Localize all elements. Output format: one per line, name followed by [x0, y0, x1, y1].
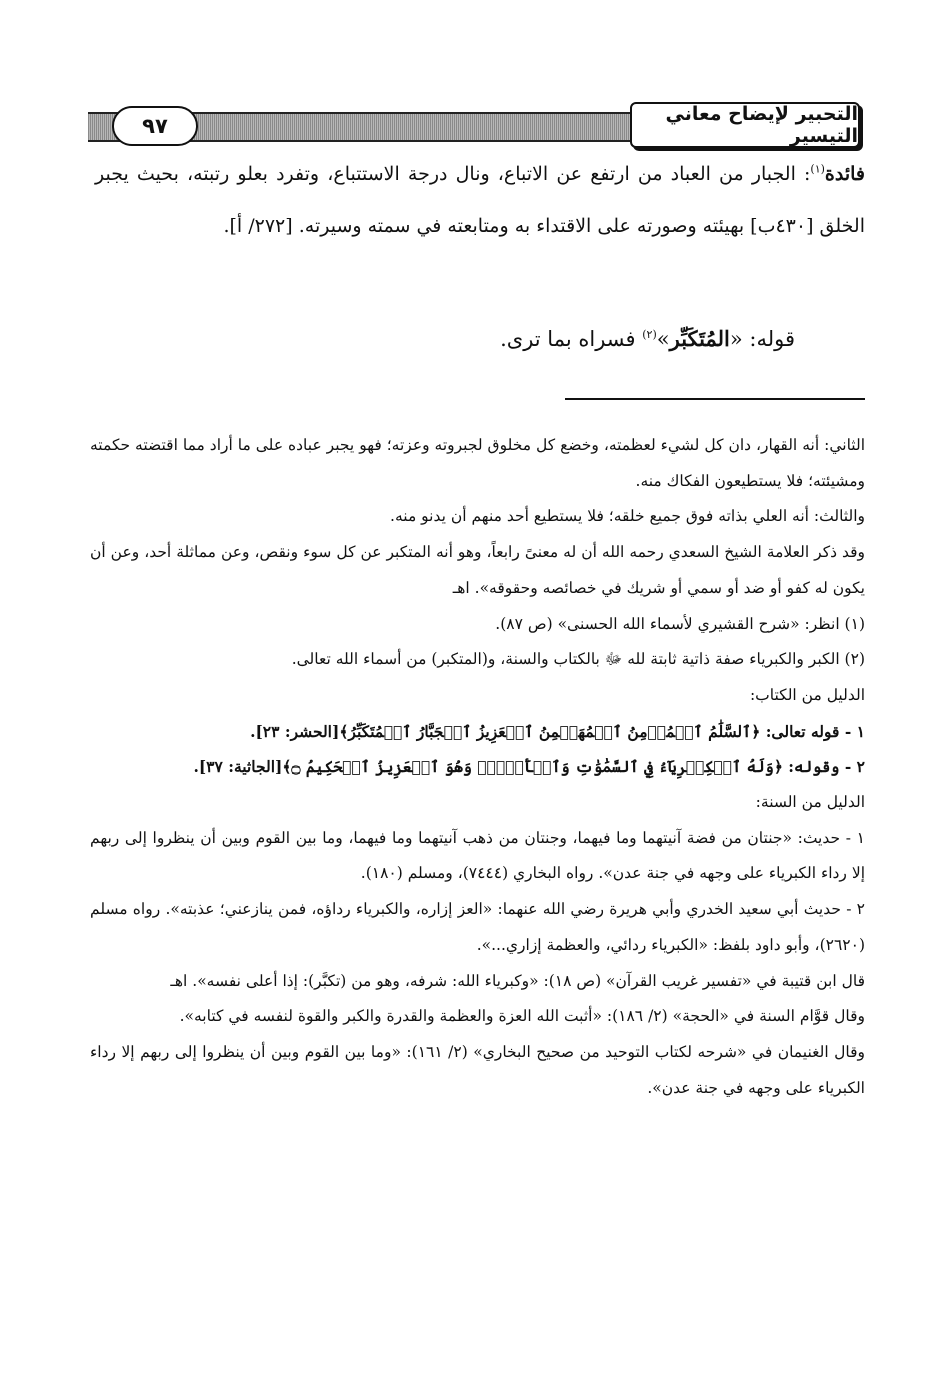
- footnote-line: الثاني: أنه القهار، دان كل لشيء لعظمته، وخضع كل مخلوق لجبروته وعزته؛ فهو يجبر عباده على ما أراد مما اقتضته حكمته ومشيئته؛ فلا يستطيعون الفكاك منه.: [90, 436, 865, 490]
- footnote-2: (٢) الكبر والكبرياء صفة ذاتية ثابتة لله ﷻ بالكتاب والسنة، و(المتكبر) من أسماء الله تعالى.: [291, 650, 865, 669]
- quote-open: قوله: «: [729, 327, 795, 351]
- quote-ghunayman: وقال الغنيمان في «شرحه لكتاب التوحيد من صحيح البخاري» (٢/ ١٦١): «وما بين القوم وبين أن ينظروا إلى ربهم إلا رداء الكبرياء على وجهه في جنة عدن».: [90, 1042, 865, 1097]
- paragraph-fayda: [95, 148, 865, 252]
- mutakabbir-text: فسراه بما ترى.: [500, 327, 643, 351]
- footnote-heading-sunnah: الدليل من السنة:: [755, 793, 865, 812]
- main-text-2: [95, 314, 865, 364]
- fayda-text: : الجبار من العباد من ارتفع عن الاتباع، ونال درجة الاستتباع، وتفرد بعلو رتبته، بحيث يجبر الخلق [٤٣٠ب] بهيئته وصورته على الاقتداء به ومتابعته في سمته وسيرته. [٢٧٢/ أ].: [95, 163, 865, 237]
- quran-verse-1: ١ - قوله تعالى: ﴿ٱلسَّلَٰمُ ٱلۡمُؤۡمِنُ ٱلۡمُهَيۡمِنُ ٱلۡعَزِيزُ ٱلۡجَبَّارُ ٱلۡمُتَكَبِّرُ﴾[الحشر: ٢٣].: [250, 721, 865, 741]
- footnotes-section: [90, 428, 865, 1106]
- footnote-line: والثالث: أنه العلي بذاته فوق جميع خلقه؛ فلا يستطيع أحد منهم أن يدنو منه.: [390, 507, 865, 526]
- footnote-ref-1: (١): [810, 162, 825, 176]
- quote-ibn-qutayba: قال ابن قتيبة في «تفسير غريب القرآن» (ص ١٨): «وكبرياء الله: شرفه، وهو من (تكبَّر): إذا أعلى نفسه». اهـ: [170, 971, 865, 990]
- fayda-label: فائدة: [824, 163, 865, 185]
- running-header-title: التحبير لإيضاح معاني التيسير: [630, 102, 860, 148]
- footnote-1: (١) انظر: «شرح القشيري لأسماء الله الحسنى» (ص ٨٧).: [495, 614, 865, 633]
- hadith-1: ١ - حديث: «جنتان من فضة آنيتهما وما فيهما، وجنتان من ذهب آنيتهما وما فيهما، وما بين القوم وبين أن ينظروا إلى ربهم إلا رداء الكبرياء على وجهه في جنة عدن». رواه البخاري (٧٤٤٤)، ومسلم (١٨٠).: [90, 828, 865, 883]
- hadith-2: ٢ - حديث أبي سعيد الخدري وأبي هريرة رضي الله عنهما: «العز إزاره، والكبرياء رداؤه، فمن ينازعني؛ عذبته». رواه مسلم (٢٦٢٠)، وأبو داود بلفظ: «الكبرياء ردائي، والعظمة إزاري...».: [90, 900, 865, 954]
- quran-verse-2: ٢ - وقوله: ﴿وَلَهُ ٱلۡكِبۡرِيَآءُ فِي ٱلسَّمَٰوَٰتِ وَٱلۡأَرۡضِۖ وَهُوَ ٱلۡعَزِيزُ ٱلۡحَكِيمُ ۝﴾[الجاثية: ٣٧].: [193, 757, 865, 777]
- footnote-heading-book: الدليل من الكتاب:: [749, 685, 865, 704]
- quote-qawwam: وقال قوَّام السنة في «الحجة» (٢/ ١٨٦): «أثبت الله العزة والعظمة والقدرة والكبر والقوة لنفسه في كتابه».: [179, 1007, 865, 1026]
- term-mutakabbir: المُتَكَبِّر: [669, 326, 730, 351]
- footnote-divider: [565, 398, 865, 400]
- page-number: ٩٧: [112, 106, 198, 146]
- paragraph-mutakabbir: [95, 314, 795, 364]
- footnote-ref-2: (٢): [642, 328, 657, 341]
- quote-close: »: [656, 327, 670, 351]
- footnote-line: وقد ذكر العلامة الشيخ السعدي رحمه الله أن له معنىً رابعاً، وهو أنه المتكبر عن كل سوء ونقص، وعن مماثلة أحد، وعن أن يكون له كفو أو ضد أو سمي أو شريك في خصائصه وحقوقه». اهـ: [90, 543, 865, 597]
- main-text: [95, 148, 865, 252]
